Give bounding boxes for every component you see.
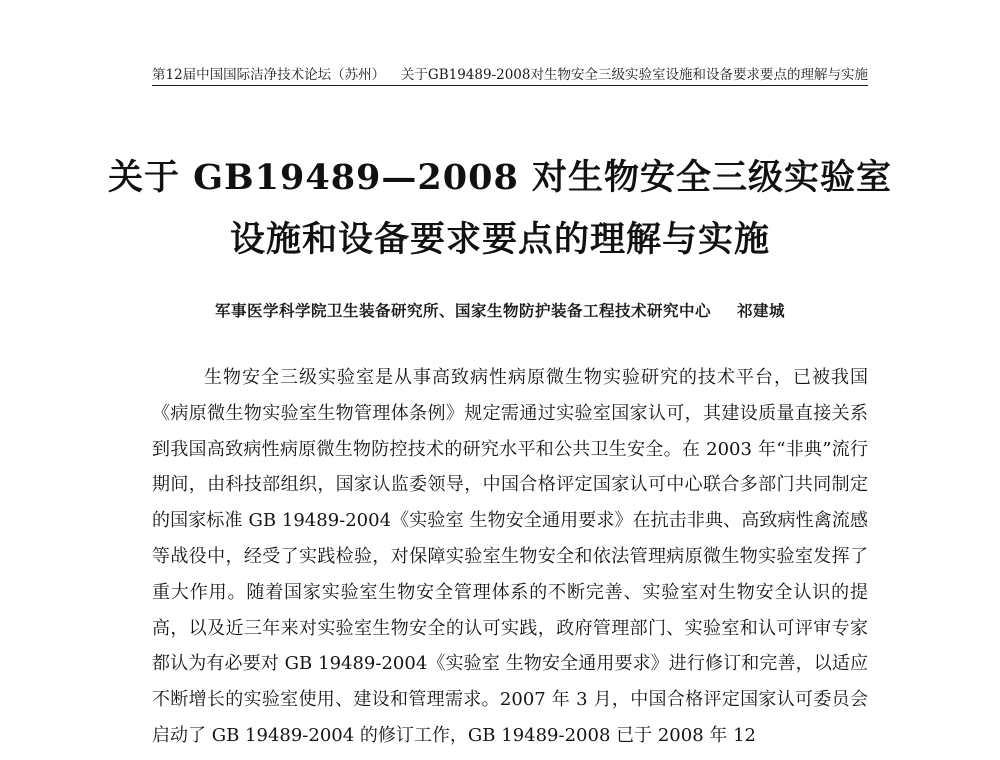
body-paragraph: 生物安全三级实验室是从事高致病性病原微生物实验研究的技术平台，已被我国《病原微生物实验室生物管理体条例》规定需通过实验室国家认可，其建设质量直接关系到我国高致病性病原微生物防控技术的研究水平和公共卫生安全。在 2003 年“非典”流行期间，由科技部组织，国家认监委领导，中国合格评定国家认可中心联合多部门共同制定的国家标准 GB 19489-2004《实验室 生物安全通用要求》在抗击非典、高致病性禽流感等战役中，经受了实践检验，对保障实验室生物安全和依法管理病原微生物实验室发挥了重大作用。随着国家实验室生物安全管理体系的不断完善、实验室对生物安全认识的提高，以及近三年来对实验室生物安全的认可实践，政府管理部门、实验室和认可评审专家都认为有必要对 GB 19489-2004《实验室 生物安全通用要求》进行修订和完善，以适应不断增长的实验室使用、建设和管理需求。2007 年 3 月，中国合格评定国家认可委员会启动了 GB 19489-2004 的修订工作，GB 19489-2008 已于 2008 年 12 <box>152 367 868 746</box>
running-header-conference: 第12届中国国际洁净技术论坛（苏州） <box>152 67 386 83</box>
paper-title-line-1: 关于 GB19489—2008 对生物安全三级实验室 <box>107 157 893 198</box>
running-header <box>152 61 868 85</box>
running-header-article-title: 关于GB19489-2008对生物安全三级实验室设施和设备要求要点的理解与实施 <box>400 67 868 83</box>
author-name: 祁建城 <box>737 302 786 320</box>
header-rule <box>152 85 868 86</box>
author-byline <box>60 299 940 321</box>
author-affiliation: 军事医学科学院卫生装备研究所、国家生物防护装备工程技术研究中心 <box>214 302 711 320</box>
paper-title-line-2: 设施和设备要求要点的理解与实施 <box>229 219 770 260</box>
